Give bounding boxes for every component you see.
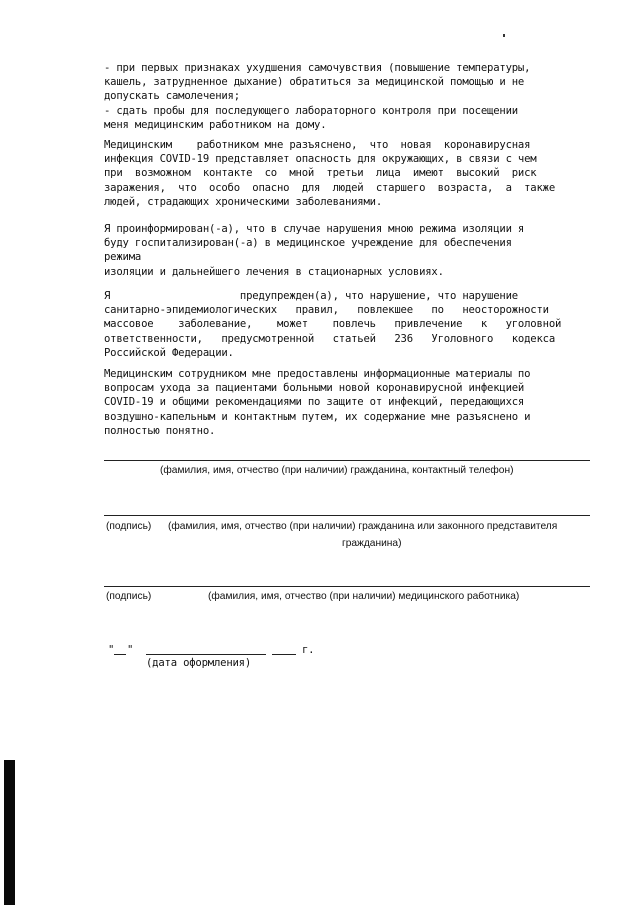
date-year-line: [272, 654, 296, 655]
list-item: кашель, затрудненное дыхание) обратиться за медицинской помощью и не: [104, 76, 525, 89]
paragraph-line: массовое заболевание, может повлечь привлечение к уголовной: [104, 318, 562, 331]
signature-label: (подпись): [106, 591, 152, 602]
paragraph-line: людей, страдающих хроническими заболеваниями.: [104, 195, 383, 208]
scan-mark: [503, 34, 505, 37]
list-item: - при первых признаках ухудшения самочувствия (повышение температуры,: [104, 62, 531, 74]
paragraph-line: Я предупрежден(а), что нарушение, что нарушение: [104, 290, 518, 302]
paragraph-line: полностью понятно.: [104, 424, 216, 437]
paragraph-materials: [104, 367, 604, 438]
paragraph-line: Я проинформирован(-а), что в случае нарушения мною режима изоляции я: [104, 223, 525, 235]
paragraph-informed: [104, 222, 604, 279]
list-item: - сдать пробы для последующего лабораторного контроля при посещении: [104, 104, 518, 117]
signature-line-1: [104, 515, 590, 516]
scan-edge-bar: [4, 760, 15, 905]
medic-caption: (фамилия, имя, отчество (при наличии) медицинского работника): [208, 591, 520, 602]
date-caption: (дата оформления): [146, 657, 252, 669]
paragraph-line: заражения, что особо опасно для людей старшего возраста, а также: [104, 181, 555, 194]
obligations-list: [104, 61, 604, 132]
paragraph-line: COVID-19 и общими рекомендациями по защите от инфекций, передающихся: [104, 396, 525, 409]
paragraph-line: Российской Федерации.: [104, 346, 234, 359]
date-day-line: [114, 654, 126, 655]
paragraph-line: воздушно-капельным и контактным путем, их содержание мне разъяснено и: [104, 410, 531, 423]
paragraph-line: изоляции и дальнейшего лечения в стационарных условиях.: [104, 265, 444, 278]
date-month-line: [146, 654, 266, 655]
paragraph-line: при возможном контакте со мной третьи лица имеют высокий риск: [104, 167, 537, 180]
signature-label: (подпись): [106, 521, 152, 532]
date-quote-open: ": [108, 644, 115, 656]
paragraph-line: Медицинским сотрудником мне предоставлены информационные материалы по: [104, 368, 531, 380]
paragraph-line: режима: [104, 251, 142, 264]
paragraph-warned: [104, 289, 604, 360]
paragraph-line: вопросам ухода за пациентами больными новой коронавирусной инфекцией: [104, 382, 525, 395]
date-quote-close: ": [127, 644, 134, 656]
paragraph-line: санитарно-эпидемиологических правил, повлекшее по неосторожности: [104, 304, 549, 317]
paragraph-line: инфекция COVID-19 представляет опасность для окружающих, в связи с чем: [104, 153, 537, 166]
paragraph-line: ответственности, предусмотренной статьей 236 Уголовного кодекса: [104, 332, 555, 345]
date-year-suffix: г.: [302, 644, 315, 656]
signature-caption: (фамилия, имя, отчество (при наличии) гражданина или законного представителя: [168, 521, 558, 532]
paragraph-line: Медицинским работником мне разъяснено, что новая коронавирусная: [104, 139, 531, 151]
list-item: меня медицинским работником на дому.: [104, 118, 327, 131]
paragraph-explained: [104, 138, 604, 209]
paragraph-line: буду госпитализирован(-а) в медицинское учреждение для обеспечения: [104, 237, 512, 250]
list-item: допускать самолечения;: [104, 90, 240, 103]
signature-caption-cont: гражданина): [342, 538, 402, 549]
citizen-signature-line: [104, 460, 590, 461]
signature-line-2: [104, 586, 590, 587]
citizen-caption: (фамилия, имя, отчество (при наличии) гражданина, контактный телефон): [160, 465, 514, 476]
